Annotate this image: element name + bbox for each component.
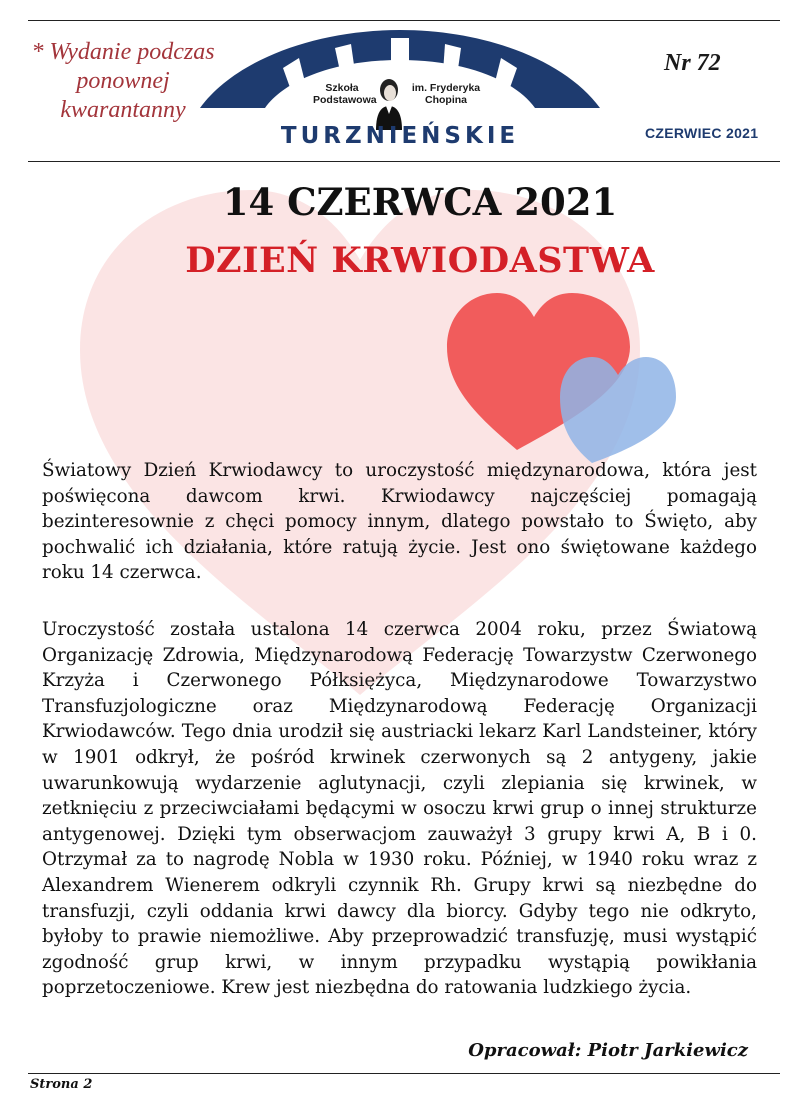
- article-paragraph-2: Uroczystość została ustalona 14 czerwca 2004 roku, przez Światową Organizację Zdrowia, Międzynarodową Federację Towarzystw Czerwonego Krzyża i Czerwonego Półksiężyca, Międzynarodowe Towarzystwo Transfuzjologiczne oraz Międzynarodową Federację Organizacji Krwiodawców. Tego dnia urodził się austriacki lekarz Karl Landsteiner, który w 1901 odkrył, że pośród krwinek czerwonych są 2 antygeny, jakie uwarunkowują wydarzenie aglutynacji, czyli zlepiania się krwinek, w zetknięciu z przeciwciałami będącymi w osoczu krwi grup o innej strukturze antygenowej. Dzięki tym obserwacjom zauważył 3 grupy krwi A, B i 0. Otrzymał za to nagrodę Nobla w 1930 roku. Później, w 1940 roku wraz z Alexandrem Wienerem odkryli czynnik Rh. Grupy krwi są niezbędne do transfuzji, czyli oddania krwi dawcy dla biorcy. Gdyby tego nie odkryto, byłoby to prawie niemożliwe. Aby przeprowadzić transfuzję, musi wystąpić zgodność grup krwi, w innym przypadku wystąpią powikłania poprzetoczeniowe. Krew jest niezbędna do ratowania ludzkiego życia.: [42, 619, 757, 999]
- footer-rule: [28, 1073, 780, 1074]
- school-name-left: Szkoła Podstawowa: [313, 82, 377, 106]
- article-paragraph-1: Światowy Dzień Krwiodawcy to uroczystość międzynarodowa, która jest poświęcona dawcom krwi. Krwiodawcy najczęściej pomagają bezinteresownie z chęci pomocy innym, dlatego powstało to Święto, aby pochwalić ich działania, które ratują życie. Jest ono świętowane każdego roku 14 czerwca.: [42, 460, 757, 584]
- issue-number: Nr 72: [664, 50, 721, 76]
- hearts-illustration: [442, 285, 682, 470]
- issue-month: CZERWIEC 2021: [645, 125, 759, 141]
- article-date: 14 CZERWCA 2021: [222, 180, 618, 224]
- masthead-logo: [195, 20, 605, 160]
- school-name-right: im. Fryderyka Chopina: [411, 82, 481, 106]
- author-signature: Opracował: Piotr Jarkiewicz: [468, 1040, 748, 1061]
- page-number: Strona 2: [30, 1077, 93, 1092]
- quarantine-note: * Wydanie podczas ponownej kwarantanny: [31, 39, 215, 123]
- article-title: DZIEŃ KRWIODASTWA: [185, 240, 655, 281]
- composer-portrait-icon: [372, 74, 406, 130]
- header-rule: [28, 161, 780, 162]
- masthead-title: TURZNIEŃSKIE: [280, 123, 520, 149]
